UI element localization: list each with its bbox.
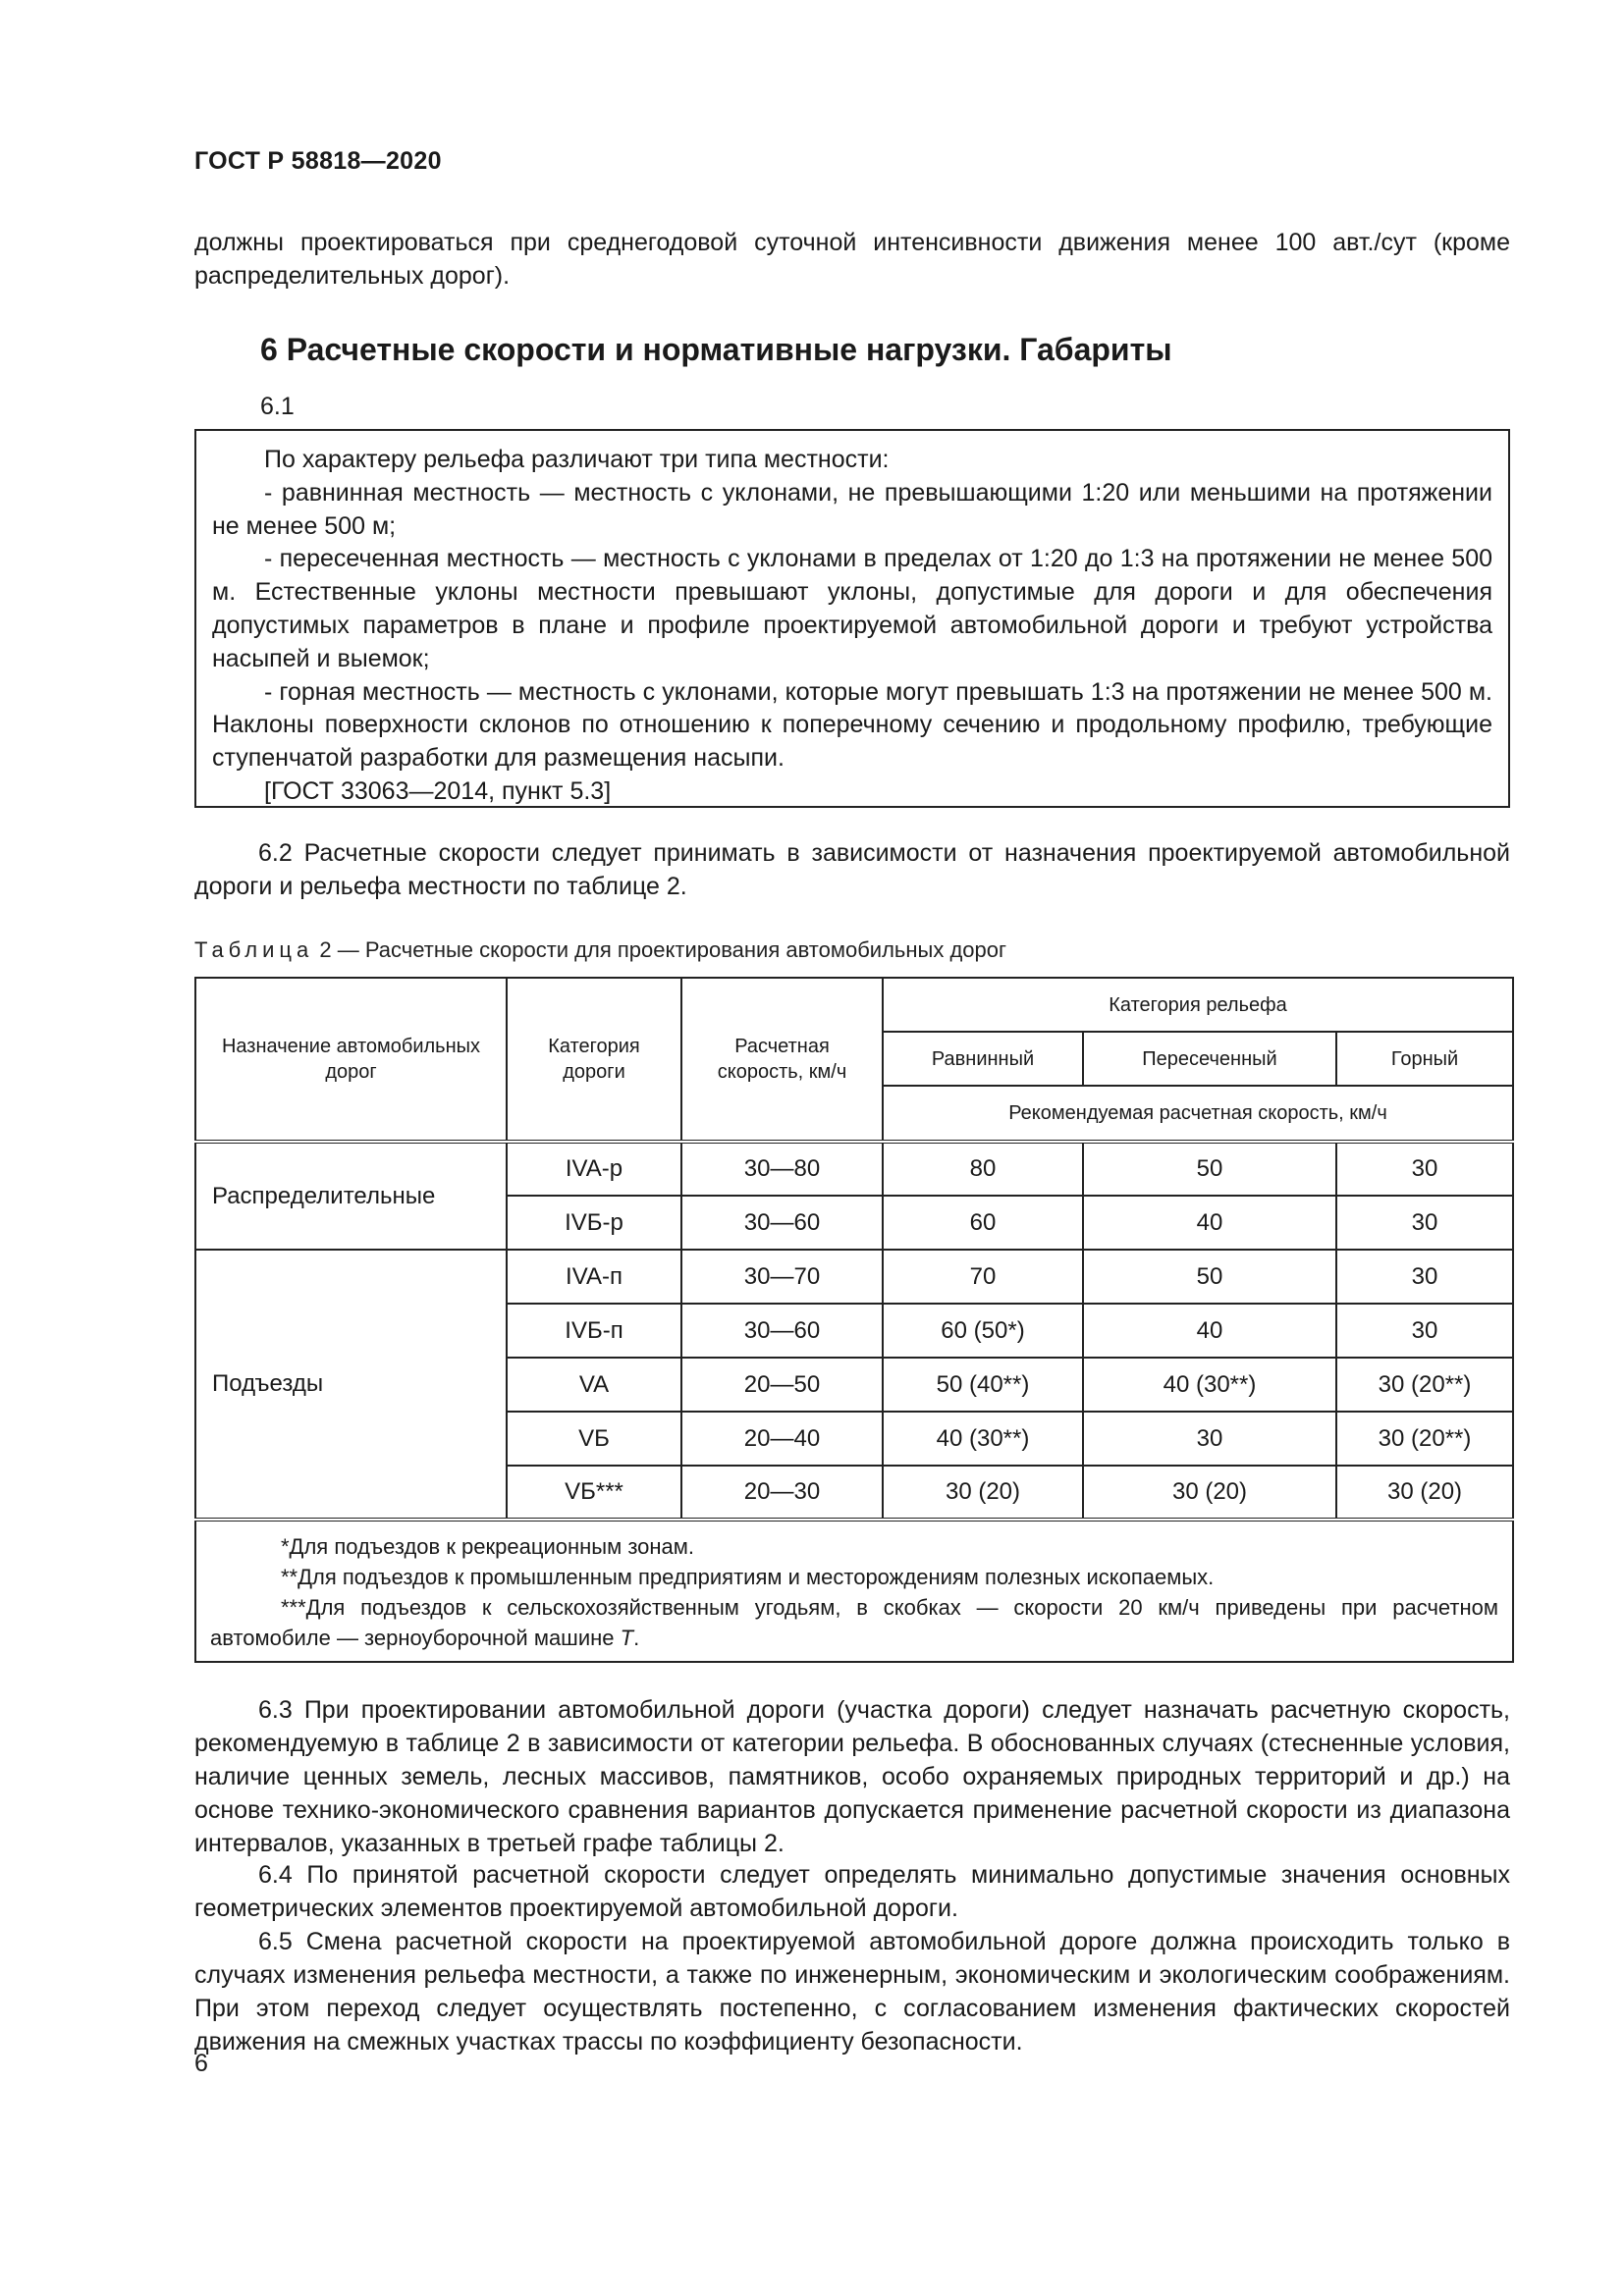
cell-mountain: 30 (20**)	[1336, 1358, 1513, 1412]
header-category: Категория дороги	[507, 978, 681, 1142]
cell-flat: 60	[883, 1196, 1083, 1250]
header-speed: Расчетная скорость, км/ч	[681, 978, 883, 1142]
cell-rough: 50	[1083, 1142, 1336, 1196]
table-row	[195, 1142, 1513, 1196]
cell-category: VБ	[507, 1412, 681, 1466]
header-purpose: Назначение автомобильных дорог	[195, 978, 507, 1142]
speed-table	[194, 977, 1514, 1663]
cell-category: IVБ-п	[507, 1304, 681, 1358]
cell-mountain: 30	[1336, 1142, 1513, 1196]
paragraph-6-4: 6.4 По принятой расчетной скорости следует определять минимально допустимые значения основных геометрических элементов проектируемой автомобильной дороги.	[194, 1861, 1510, 1922]
cell-flat: 40 (30**)	[883, 1412, 1083, 1466]
table-notes-row	[195, 1520, 1513, 1662]
page-number: 6	[194, 2050, 208, 2077]
cell-category: VБ***	[507, 1466, 681, 1520]
intro-paragraph: должны проектироваться при среднегодовой суточной интенсивности движения менее 100 авт./сут (кроме распределительных дорог).	[194, 229, 1510, 290]
cell-mountain: 30	[1336, 1250, 1513, 1304]
paragraph-6-3: 6.3 При проектировании автомобильной дороги (участка дороги) следует назначать расчетную скорость, рекомендуемую в таблице 2 в зависимости от категории рельефа. В обоснованных случаях (стесненные условия, наличие ценных земель, лесных массивов, памятников, особо охраняемых природных территорий и др.) на основе технико-экономического сравнения вариантов допускается применение расчетной скорости из диапазона интервалов, указанных в третьей графе таблицы 2.	[194, 1696, 1510, 1857]
header-mountain: Горный	[1336, 1032, 1513, 1086]
cell-category: IVA-п	[507, 1250, 681, 1304]
table-row	[195, 1250, 1513, 1304]
cell-flat: 60 (50*)	[883, 1304, 1083, 1358]
group-name: Подъезды	[195, 1250, 507, 1520]
definition-box	[194, 429, 1510, 808]
cell-rough: 40 (30**)	[1083, 1358, 1336, 1412]
subsection-number: 6.1	[260, 393, 295, 420]
cell-rough: 40	[1083, 1196, 1336, 1250]
cell-flat: 80	[883, 1142, 1083, 1196]
cell-speed: 30—70	[681, 1250, 883, 1304]
paragraph-6-2: 6.2 Расчетные скорости следует принимать в зависимости от назначения проектируемой автомобильной дороги и рельефа местности по таблице 2.	[194, 839, 1510, 900]
header-relief: Категория рельефа	[883, 978, 1513, 1032]
box-lead: По характеру рельефа различают три типа местности:	[264, 446, 890, 473]
cell-mountain: 30 (20**)	[1336, 1412, 1513, 1466]
cell-speed: 30—80	[681, 1142, 883, 1196]
header-flat: Равнинный	[883, 1032, 1083, 1086]
cell-category: VA	[507, 1358, 681, 1412]
paragraph-6-5: 6.5 Смена расчетной скорости на проектируемой автомобильной дороге должна происходить только в случаях изменения рельефа местности, а также по инженерным, экономическим и экологическим соображениям. При этом переход следует осуществлять постепенно, с согласованием изменения фактических скоростей движения на смежных участках трассы по коэффициенту безопасности.	[194, 1928, 1510, 2056]
section-title: 6 Расчетные скорости и нормативные нагрузки. Габариты	[260, 332, 1172, 367]
document-code: ГОСТ Р 58818—2020	[194, 147, 442, 175]
cell-rough: 30 (20)	[1083, 1466, 1336, 1520]
cell-mountain: 30	[1336, 1304, 1513, 1358]
cell-speed: 30—60	[681, 1196, 883, 1250]
table-caption: Таблица 2 — Расчетные скорости для проектирования автомобильных дорог	[194, 937, 1007, 962]
note-1: *Для подъездов к рекреационным зонам.	[281, 1534, 695, 1559]
cell-category: IVБ-р	[507, 1196, 681, 1250]
cell-rough: 30	[1083, 1412, 1336, 1466]
group-name: Распределительные	[195, 1142, 507, 1250]
table-notes	[195, 1520, 1513, 1662]
cell-flat: 70	[883, 1250, 1083, 1304]
header-rough: Пересеченный	[1083, 1032, 1336, 1086]
cell-rough: 40	[1083, 1304, 1336, 1358]
cell-speed: 20—40	[681, 1412, 883, 1466]
box-item-flat: - равнинная местность — местность с уклонами, не превышающими 1:20 или меньшими на протяжении не менее 500 м;	[212, 478, 1492, 540]
box-item-rough: - пересеченная местность — местность с уклонами в пределах от 1:20 до 1:3 на протяжении не менее 500 м. Естественные уклоны местности превышают уклоны, допустимые для дороги и для обеспечения допустимых параметров в плане и профиле проектируемой автомобильной дороги и требуют устройства насыпей и выемок;	[212, 545, 1492, 672]
header-recommended: Рекомендуемая расчетная скорость, км/ч	[883, 1086, 1513, 1142]
cell-rough: 50	[1083, 1250, 1336, 1304]
note-2: **Для подъездов к промышленным предприятиям и месторождениям полезных ископаемых.	[281, 1565, 1215, 1589]
cell-flat: 50 (40**)	[883, 1358, 1083, 1412]
cell-speed: 20—50	[681, 1358, 883, 1412]
cell-speed: 20—30	[681, 1466, 883, 1520]
note-3: ***Для подъездов к сельскохозяйственным угодьям, в скобках — скорости 20 км/ч приведены при расчетном автомобиле — зерноуборочной машине T.	[210, 1595, 1499, 1650]
cell-flat: 30 (20)	[883, 1466, 1083, 1520]
cell-mountain: 30	[1336, 1196, 1513, 1250]
box-item-mountain: - горная местность — местность с уклонами, которые могут превышать 1:3 на протяжении не менее 500 м. Наклоны поверхности склонов по отношению к поперечному сечению и продольному профилю, требующие ступенчатой разработки для размещения насыпи.	[212, 677, 1492, 773]
cell-mountain: 30 (20)	[1336, 1466, 1513, 1520]
cell-speed: 30—60	[681, 1304, 883, 1358]
cell-category: IVA-р	[507, 1142, 681, 1196]
box-reference: [ГОСТ 33063—2014, пункт 5.3]	[264, 776, 612, 805]
